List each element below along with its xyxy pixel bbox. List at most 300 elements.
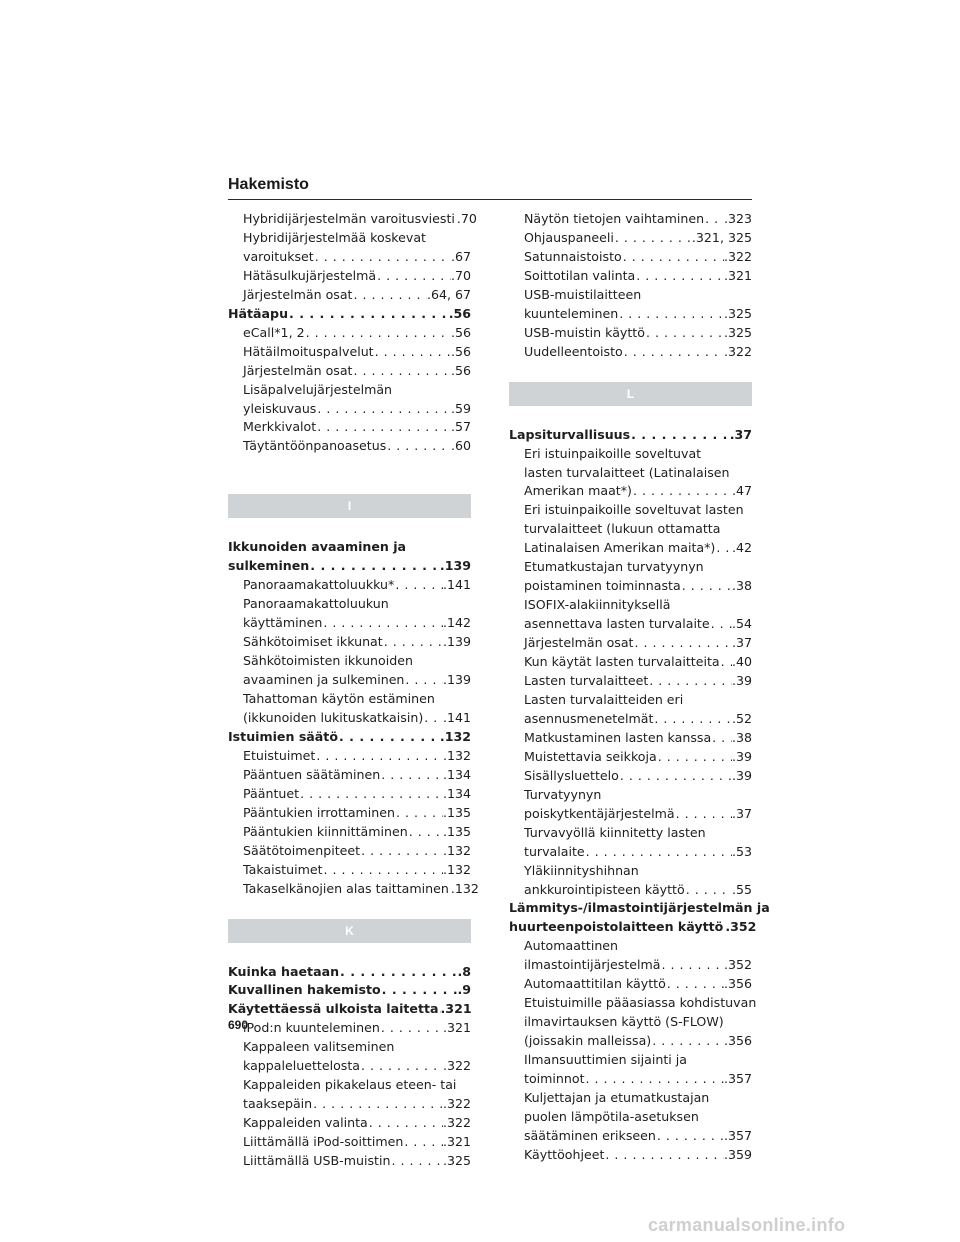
index-sub-entry (509, 577, 752, 596)
index-sub-entry (509, 748, 752, 767)
entry-text: Ilmansuuttimien sijainti ja (524, 1052, 687, 1068)
dot-leader (322, 614, 443, 633)
entry-page-ref: .59 (450, 400, 471, 416)
index-sub-entry (509, 767, 752, 786)
entry-page-ref: .132 (442, 842, 471, 858)
entry-page-ref: .139 (439, 558, 471, 574)
dot-leader (618, 305, 724, 324)
entry-text: Etuistuimille pääasiassa kohdistuvan (524, 995, 757, 1011)
entry-text: Automaattinen (524, 938, 619, 954)
index-main-entry (509, 899, 770, 918)
entry-page-ref: .9 (457, 982, 471, 998)
index-sub-entry (228, 747, 471, 766)
dot-leader (408, 823, 443, 842)
entry-text: Pääntuet (243, 785, 300, 801)
dot-leader (645, 324, 724, 343)
entry-text: asennettava lasten turvalaite (524, 616, 710, 632)
entry-text: Panoraamakattoluukku* (243, 577, 395, 593)
dot-leader (657, 748, 732, 767)
entry-text: Käytettäessä ulkoista laitetta (228, 1001, 439, 1017)
index-sub-entry (228, 1076, 471, 1095)
index-sub-entry (228, 248, 471, 267)
entry-text: Liittämällä iPod-soittimen (243, 1134, 404, 1150)
index-sub-entry (228, 1133, 471, 1152)
index-sub-entry (509, 520, 752, 539)
entry-text: ISOFIX-alakiinnityksellä (524, 597, 671, 613)
page-header-title: Hakemisto (228, 176, 309, 193)
entry-page-ref: .38 (731, 578, 752, 594)
entry-text: Kuinka haetaan (228, 963, 340, 979)
dot-leader (315, 747, 443, 766)
index-sub-entry (509, 994, 757, 1013)
entry-page-ref: .135 (442, 804, 471, 820)
entry-text: iPod:n kuunteleminen (243, 1020, 380, 1036)
index-sub-entry (509, 1089, 752, 1108)
entry-text: Kappaleiden pikakelaus eteen- tai (243, 1077, 457, 1093)
spacer (228, 899, 471, 919)
dot-leader (316, 418, 451, 437)
index-main-entry (228, 981, 471, 1000)
entry-page-ref: .323 (723, 211, 752, 226)
index-sub-entry (509, 229, 752, 248)
index-main-entry (228, 1000, 471, 1019)
index-sub-entry (509, 937, 752, 956)
index-sub-entry (509, 1070, 752, 1089)
spacer (228, 943, 471, 963)
entry-text: Panoraamakattoluukun (243, 596, 389, 612)
entry-text: Lisäpalvelujärjestelmän (243, 381, 393, 397)
entry-text: Lasten turvalaitteiden eri (524, 691, 684, 707)
spacer (228, 518, 471, 538)
entry-page-ref: .70 (450, 267, 471, 283)
index-sub-entry (228, 614, 471, 633)
entry-text: Takaistuimet (243, 861, 323, 877)
entry-page-ref: .134 (442, 785, 471, 801)
index-sub-entry (509, 824, 752, 843)
index-sub-entry (509, 596, 752, 615)
entry-page-ref: .322 (442, 1058, 471, 1074)
index-sub-entry (509, 975, 752, 994)
entry-page-ref: .321 (440, 1001, 472, 1017)
index-sub-entry (228, 1114, 471, 1133)
index-main-entry (509, 426, 752, 445)
entry-text: Hybridijärjestelmää koskevat (243, 229, 426, 245)
entry-text: turvalaitteet (lukuun ottamatta (524, 521, 721, 537)
entry-text: Turvavyöllä kiinnitetty lasten (524, 824, 706, 840)
dot-leader (353, 362, 451, 381)
dot-leader (632, 482, 732, 501)
entry-text: Ikkunoiden avaaminen ja (228, 539, 407, 555)
dot-leader (312, 1095, 443, 1114)
entry-page-ref: .52 (731, 710, 752, 726)
index-sub-entry (509, 1146, 752, 1165)
entry-page-ref: .321 (723, 267, 752, 283)
entry-page-ref: .39 (731, 748, 752, 764)
dot-leader (635, 267, 724, 286)
dot-leader (660, 956, 723, 975)
index-sub-entry (509, 286, 752, 305)
dot-leader (634, 634, 732, 653)
entry-text: Kun käytät lasten turvalaitteita (524, 654, 720, 670)
entry-text: Kappaleen valitseminen (243, 1039, 395, 1055)
dot-leader (622, 248, 724, 267)
entry-page-ref: .37 (731, 635, 752, 651)
dot-leader (623, 343, 724, 362)
dot-leader (323, 861, 443, 880)
dot-leader (653, 710, 732, 729)
entry-text: Kuvallinen hakemisto (228, 982, 381, 998)
entry-page-ref: .322 (442, 1115, 471, 1131)
index-sub-entry (509, 305, 752, 324)
entry-text: Turvatyynyn (524, 786, 602, 802)
entry-text: Satunnaistoisto (524, 248, 622, 264)
entry-text: Yläkiinnityshihnan (524, 862, 639, 878)
dot-leader (619, 767, 732, 786)
section-letter-bar: L (509, 382, 752, 406)
entry-text: käyttäminen (243, 615, 323, 631)
entry-text: Sisällysluettelo (524, 767, 619, 783)
spacer (509, 362, 752, 382)
entry-text: asennusmenetelmät (524, 710, 654, 726)
entry-page-ref: .132 (442, 861, 471, 877)
index-sub-entry (509, 786, 752, 805)
entry-page-ref: .325 (442, 1153, 471, 1169)
entry-text: Kuljettajan ja etumatkustajan (524, 1089, 710, 1105)
index-sub-entry (228, 671, 471, 690)
index-sub-entry (228, 381, 471, 400)
entry-page-ref: .37 (731, 805, 752, 821)
entry-text: USB-muistilaitteen (524, 286, 642, 302)
dot-leader (368, 1114, 443, 1133)
dot-leader (704, 210, 724, 229)
entry-page-ref: .135 (442, 823, 471, 839)
entry-text: Pääntuen säätäminen (243, 766, 381, 782)
index-sub-entry (228, 437, 471, 456)
index-sub-entry (228, 785, 471, 804)
dot-leader (309, 557, 440, 576)
entry-page-ref: .39 (731, 673, 752, 689)
entry-text: avaaminen ja sulkeminen (243, 672, 405, 688)
index-main-entry (228, 963, 471, 982)
entry-page-ref: .352 (723, 957, 752, 973)
entry-text: Tahattoman käytön estäminen (243, 691, 435, 707)
entry-page-ref: .325 (723, 305, 752, 321)
index-sub-entry (509, 1032, 752, 1051)
dot-leader (339, 963, 457, 982)
entry-text: Liittämällä USB-muistin (243, 1153, 391, 1169)
entry-text: Muistettavia seikkoja (524, 748, 657, 764)
entry-text: toiminnot (524, 1071, 585, 1087)
entry-text: Hätäapu (228, 305, 289, 321)
dot-leader (381, 981, 458, 1000)
entry-page-ref: .56 (448, 305, 471, 321)
entry-page-ref: .359 (723, 1146, 752, 1162)
index-sub-entry (228, 861, 471, 880)
index-sub-entry (509, 539, 752, 558)
dot-leader (395, 804, 443, 823)
entry-text: Järjestelmän osat (243, 362, 353, 378)
entry-text: Etuistuimet (243, 747, 316, 763)
header-divider (228, 199, 752, 200)
index-sub-entry (228, 1057, 471, 1076)
entry-page-ref: .60 (450, 438, 471, 454)
entry-page-ref: .322 (723, 248, 752, 264)
entry-text: huurteenpoistolaitteen käyttö (509, 919, 724, 935)
dot-leader (710, 615, 732, 634)
index-sub-entry (509, 672, 752, 691)
entry-text: Automaattitilan käyttö (524, 976, 666, 992)
entry-text: säätäminen erikseen (524, 1127, 656, 1143)
index-main-entry (228, 557, 471, 576)
entry-text: poiskytkentäjärjestelmä (524, 805, 675, 821)
entry-page-ref: .40 (731, 654, 752, 670)
dot-leader (585, 1070, 724, 1089)
entry-page-ref: .325 (723, 324, 752, 340)
entry-text: Järjestelmän osat (243, 286, 353, 302)
index-sub-entry (228, 286, 471, 305)
dot-leader (314, 248, 451, 267)
index-sub-entry (228, 210, 477, 229)
index-sub-entry (509, 210, 752, 229)
entry-text: Järjestelmän osat (524, 635, 634, 651)
entry-text: Lapsiturvallisuus (509, 426, 631, 442)
entry-text: Eri istuinpaikoille soveltuvat (524, 445, 702, 461)
dot-leader (630, 426, 730, 445)
entry-text: Matkustaminen lasten kanssa (524, 729, 712, 745)
index-sub-entry (228, 804, 471, 823)
dot-leader (604, 1146, 724, 1165)
index-sub-entry (228, 1019, 471, 1038)
entry-text: Kappaleiden valinta (243, 1115, 368, 1131)
entry-page-ref: .8 (457, 963, 471, 979)
dot-leader (614, 229, 692, 248)
dot-leader (338, 728, 440, 747)
dot-leader (403, 1133, 443, 1152)
entry-text: Eri istuinpaikoille soveltuvat lasten (524, 502, 744, 518)
index-sub-entry (509, 805, 752, 824)
entry-page-ref: .42 (731, 540, 752, 556)
dot-leader (374, 343, 451, 362)
dot-leader (380, 1019, 443, 1038)
index-sub-entry (228, 400, 471, 419)
entry-text: Istuimien säätö (228, 728, 338, 744)
dot-leader (711, 729, 732, 748)
entry-page-ref: .141 (442, 577, 471, 593)
entry-page-ref: .322 (723, 343, 752, 359)
dot-leader (353, 286, 427, 305)
dot-leader (360, 1057, 443, 1076)
entry-page-ref: .139 (442, 672, 471, 688)
index-sub-entry (509, 248, 752, 267)
entry-text: Amerikan maat*) (524, 483, 632, 499)
index-sub-entry (509, 956, 752, 975)
index-sub-entry (228, 880, 479, 899)
index-sub-entry (228, 1152, 471, 1171)
entry-text: Merkkivalot (243, 419, 317, 435)
entry-page-ref: .55 (731, 881, 752, 897)
index-sub-entry (509, 267, 752, 286)
entry-page-ref: .56 (450, 324, 471, 340)
entry-page-ref: .67 (450, 248, 471, 264)
index-sub-entry (509, 324, 752, 343)
entry-text: Lasten turvalaitteet (524, 673, 649, 689)
entry-page-ref: .53 (731, 843, 752, 859)
entry-text: Sähkötoimiset ikkunat (243, 634, 383, 650)
index-sub-entry (228, 343, 471, 362)
index-sub-entry (509, 464, 752, 483)
index-sub-entry (509, 1013, 752, 1032)
entry-page-ref: .132 (439, 728, 471, 744)
dot-leader (305, 324, 451, 343)
dot-leader (380, 766, 443, 785)
entry-page-ref: .356 (723, 1033, 752, 1049)
entry-page-ref: .142 (442, 615, 471, 631)
dot-leader (386, 437, 451, 456)
entry-page-ref: .352 (725, 919, 757, 935)
index-sub-entry (509, 558, 752, 577)
entry-page-ref: .39 (731, 767, 752, 783)
entry-text: varoitukset (243, 248, 314, 264)
dot-leader (299, 785, 443, 804)
page-number: 690 (228, 1018, 249, 1032)
dot-leader (685, 881, 732, 900)
entry-text: Täytäntöönpanoasetus (243, 438, 387, 454)
index-sub-entry (228, 823, 471, 842)
entry-page-ref: .134 (442, 766, 471, 782)
entry-page-ref: .132 (442, 747, 471, 763)
index-sub-entry (509, 1051, 752, 1070)
entry-text: puolen lämpötila-asetuksen (524, 1108, 699, 1124)
index-main-entry (509, 918, 757, 937)
index-sub-entry (228, 362, 471, 381)
index-column-right (509, 210, 770, 1165)
entry-text: kuunteleminen (524, 305, 619, 321)
entry-page-ref: .64, 67 (426, 286, 471, 302)
entry-text: ankkurointipisteen käyttö (524, 881, 685, 897)
entry-text: ilmavirtauksen käyttö (S-FLOW) (524, 1014, 724, 1030)
entry-page-ref: .38 (731, 729, 752, 745)
index-sub-entry (228, 595, 471, 614)
dot-leader (383, 633, 443, 652)
dot-leader (390, 1152, 443, 1171)
index-main-entry (228, 538, 471, 557)
entry-page-ref: .70 (456, 211, 477, 226)
watermark-logo: carmanualsonline.info (648, 1215, 846, 1235)
index-sub-entry (509, 1108, 752, 1127)
entry-page-ref: .56 (450, 343, 471, 359)
index-sub-entry (509, 691, 752, 710)
dot-leader (423, 709, 443, 728)
dot-leader (681, 577, 732, 596)
index-sub-entry (228, 418, 471, 437)
entry-text: Pääntukien kiinnittäminen (243, 823, 408, 839)
entry-text: USB-muistin käyttö (524, 324, 645, 340)
entry-page-ref: .139 (442, 634, 471, 650)
entry-page-ref: .357 (723, 1071, 752, 1087)
entry-page-ref: .321, 325 (691, 229, 752, 245)
entry-text: lasten turvalaitteet (Latinalaisen (524, 464, 730, 480)
index-sub-entry (509, 1127, 752, 1146)
index-sub-entry (509, 729, 752, 748)
dot-leader (585, 843, 732, 862)
entry-page-ref: .321 (442, 1134, 471, 1150)
index-sub-entry (228, 324, 471, 343)
dot-leader (376, 267, 451, 286)
entry-page-ref: .356 (723, 976, 752, 992)
entry-page-ref: .56 (450, 362, 471, 378)
index-sub-entry (509, 615, 752, 634)
entry-text: Hätäilmoituspalvelut (243, 343, 374, 359)
entry-text: Hybridijärjestelmän varoitusviesti (243, 211, 455, 226)
entry-text: Säätötoimenpiteet (243, 842, 361, 858)
index-sub-entry (228, 652, 471, 671)
dot-leader (288, 305, 449, 324)
entry-text: Lämmitys-/ilmastointijärjestelmän ja (509, 900, 770, 916)
entry-page-ref: .141 (442, 709, 471, 725)
entry-page-ref: .132 (450, 880, 479, 896)
dot-leader (666, 975, 724, 994)
dot-leader (316, 400, 451, 419)
entry-text: (ikkunoiden lukituskatkaisin) (243, 709, 424, 725)
index-sub-entry (509, 501, 752, 520)
dot-leader (656, 1127, 724, 1146)
index-sub-entry (228, 1038, 471, 1057)
section-letter-bar: I (228, 494, 471, 518)
index-sub-entry (228, 267, 471, 286)
index-sub-entry (509, 862, 752, 881)
entry-text: Pääntukien irrottaminen (243, 804, 396, 820)
dot-leader (360, 842, 443, 861)
section-letter-bar: K (228, 919, 471, 943)
entry-page-ref: .57 (450, 419, 471, 435)
index-sub-entry (509, 482, 752, 501)
index-sub-entry (228, 1095, 471, 1114)
index-sub-entry (509, 634, 752, 653)
index-sub-entry (228, 709, 471, 728)
entry-text: poistaminen toiminnasta (524, 578, 681, 594)
index-column-left (228, 210, 479, 1171)
entry-text: kappaleluettelosta (243, 1058, 361, 1074)
entry-text: sulkeminen (228, 558, 310, 574)
index-sub-entry (228, 633, 471, 652)
entry-text: Käyttöohjeet (524, 1146, 605, 1162)
index-sub-entry (228, 842, 471, 861)
entry-text: Etumatkustajan turvatyynyn (524, 559, 704, 575)
index-main-entry (228, 305, 471, 324)
entry-text: eCall*1, 2 (243, 324, 305, 340)
entry-page-ref: .47 (731, 483, 752, 499)
spacer (509, 406, 752, 426)
entry-text: Uudelleentoisto (524, 343, 623, 359)
entry-text: Latinalaisen Amerikan maita*) (524, 540, 716, 556)
dot-leader (651, 1032, 724, 1051)
index-sub-entry (509, 881, 752, 900)
dot-leader (394, 576, 443, 595)
entry-page-ref: .321 (442, 1020, 471, 1036)
spacer (228, 456, 471, 494)
entry-text: Sähkötoimisten ikkunoiden (243, 653, 413, 669)
entry-text: ilmastointijärjestelmä (524, 957, 661, 973)
index-sub-entry (228, 576, 471, 595)
dot-leader (648, 672, 732, 691)
index-sub-entry (228, 690, 471, 709)
entry-text: Näytön tietojen vaihtaminen (524, 211, 705, 226)
index-sub-entry (509, 710, 752, 729)
entry-text: Hätäsulkujärjestelmä (243, 267, 377, 283)
index-main-entry (228, 728, 471, 747)
entry-text: Takaselkänojien alas taittaminen (243, 880, 449, 896)
entry-text: taaksepäin (243, 1096, 313, 1112)
